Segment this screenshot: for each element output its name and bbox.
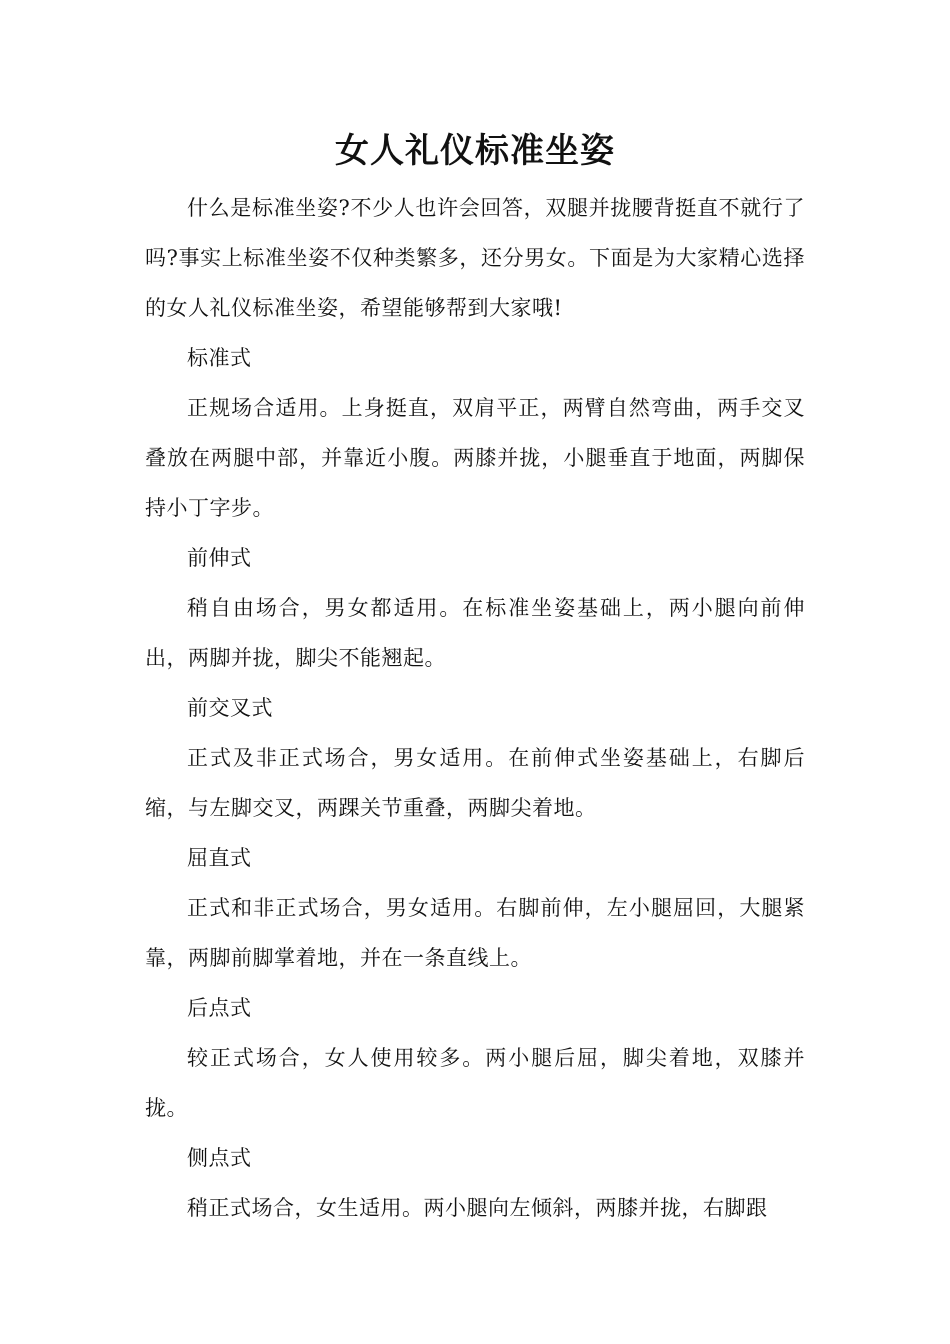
- section-heading-bent-straight: 屈直式: [187, 846, 252, 870]
- section-heading-rear-point: 后点式: [187, 996, 252, 1020]
- intro-paragraph: 什么是标准坐姿?不少人也许会回答，双腿并拢腰背挺直不就行了吗?事实上标准坐姿不仅种类繁多，还分男女。下面是为大家精心选择的女人礼仪标准坐姿，希望能够帮到大家哦!: [145, 196, 805, 320]
- document-content: [145, 123, 805, 1233]
- section-body-front-cross: 正式及非正式场合，男女适用。在前伸式坐姿基础上，右脚后缩，与左脚交叉，两踝关节重叠，两脚尖着地。: [145, 746, 805, 820]
- section-body-forward-stretch: 稍自由场合，男女都适用。在标准坐姿基础上，两小腿向前伸出，两脚并拢，脚尖不能翘起。: [145, 596, 805, 670]
- section-heading-front-cross: 前交叉式: [187, 696, 273, 720]
- section-heading-standard: 标准式: [187, 346, 252, 370]
- section-body-standard: 正规场合适用。上身挺直，双肩平正，两臂自然弯曲，两手交叉叠放在两腿中部，并靠近小腹。两膝并拢，小腿垂直于地面，两脚保持小丁字步。: [145, 396, 805, 520]
- section-heading-forward-stretch: 前伸式: [187, 546, 252, 570]
- document-title: 女人礼仪标准坐姿: [335, 131, 615, 171]
- section-body-rear-point: 较正式场合，女人使用较多。两小腿后屈，脚尖着地，双膝并拢。: [145, 1046, 805, 1120]
- section-body-bent-straight: 正式和非正式场合，男女适用。右脚前伸，左小腿屈回，大腿紧靠，两脚前脚掌着地，并在一条直线上。: [145, 896, 805, 970]
- section-body-side-point: 稍正式场合，女生适用。两小腿向左倾斜，两膝并拢，右脚跟: [187, 1196, 768, 1220]
- section-heading-side-point: 侧点式: [187, 1146, 252, 1170]
